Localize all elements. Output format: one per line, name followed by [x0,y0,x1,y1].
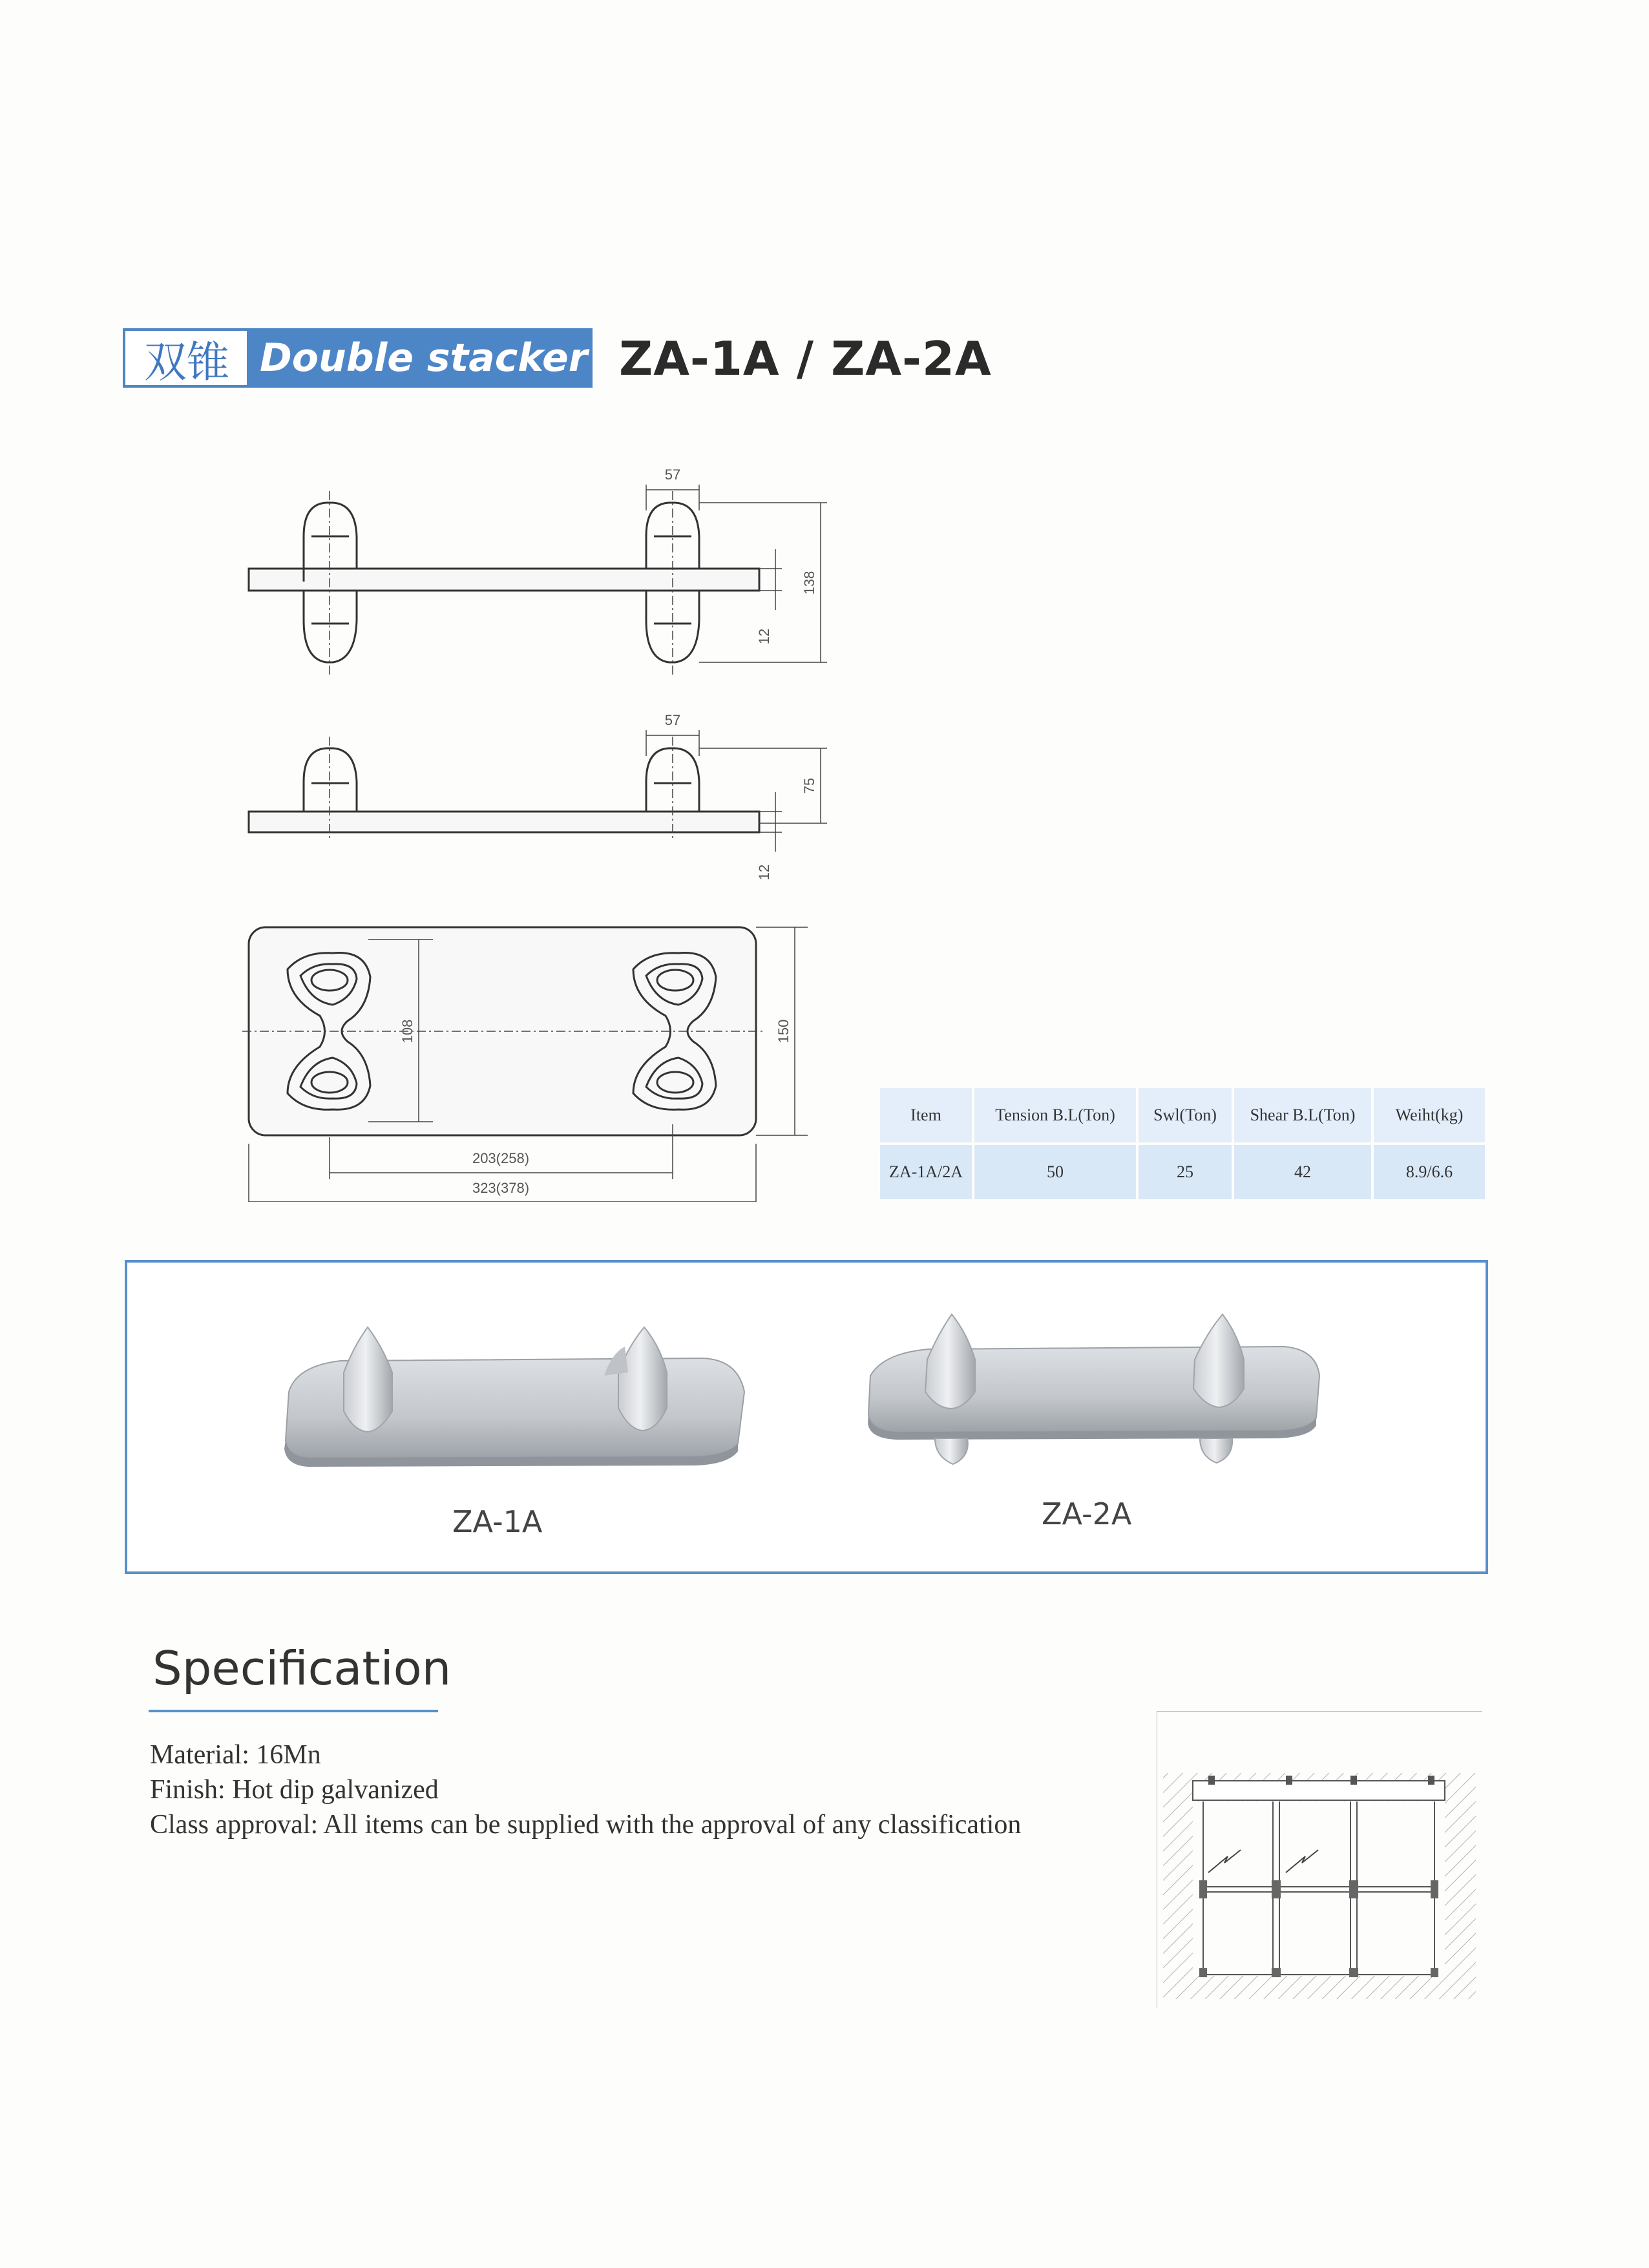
table-row [880,1145,1485,1199]
side-view-double-cone [249,503,759,662]
side-view-single-cone [249,748,759,832]
caption-za-2a: ZA-2A [1042,1496,1132,1531]
dim-side1-plate: 12 [756,628,772,645]
heading-underline [149,1710,438,1712]
spec-class-approval: Class approval: All items can be supplied with the approval of any classification [150,1810,1022,1840]
col-header-shear: Shear B.L(Ton) [1234,1088,1371,1142]
dim-side1-height: 138 [801,571,817,595]
photo-za-2a [868,1314,1319,1464]
category-cn-label: 双锥 [144,337,229,387]
dim-side2-width: 57 [664,712,681,728]
category-en-label: Double stacker [260,335,588,381]
col-header-tension: Tension B.L(Ton) [974,1088,1136,1142]
table-header-row [880,1088,1485,1142]
cell-item: ZA-1A/2A [880,1145,972,1199]
photo-za-1a [284,1327,744,1467]
dim-side2-height: 75 [801,777,817,794]
dim-plan-length: 323(378) [472,1180,530,1196]
caption-za-1a: ZA-1A [452,1504,543,1539]
dim-plan-cone: 108 [399,1019,415,1044]
spec-finish: Finish: Hot dip galvanized [150,1775,439,1805]
spec-table [877,1086,1487,1202]
col-header-weight: Weiht(kg) [1374,1088,1485,1142]
dim-plan-height: 150 [775,1019,792,1044]
dim-side2-plate: 12 [756,864,772,881]
dim-plan-spacing: 203(258) [472,1150,530,1166]
spec-material: Material: 16Mn [150,1740,321,1770]
model-title: ZA-1A / ZA-2A [619,331,992,386]
dim-side1-width: 57 [664,467,681,483]
container-stacking-diagram [1157,1711,1482,2008]
technical-drawings [239,452,846,1202]
cell-swl: 25 [1139,1145,1232,1199]
cell-weight: 8.9/6.6 [1374,1145,1485,1199]
cell-shear: 42 [1234,1145,1371,1199]
col-header-item: Item [880,1088,972,1142]
specification-heading: Specification [152,1641,452,1696]
cell-tension: 50 [974,1145,1136,1199]
product-photos [127,1263,1486,1571]
col-header-swl: Swl(Ton) [1139,1088,1232,1142]
